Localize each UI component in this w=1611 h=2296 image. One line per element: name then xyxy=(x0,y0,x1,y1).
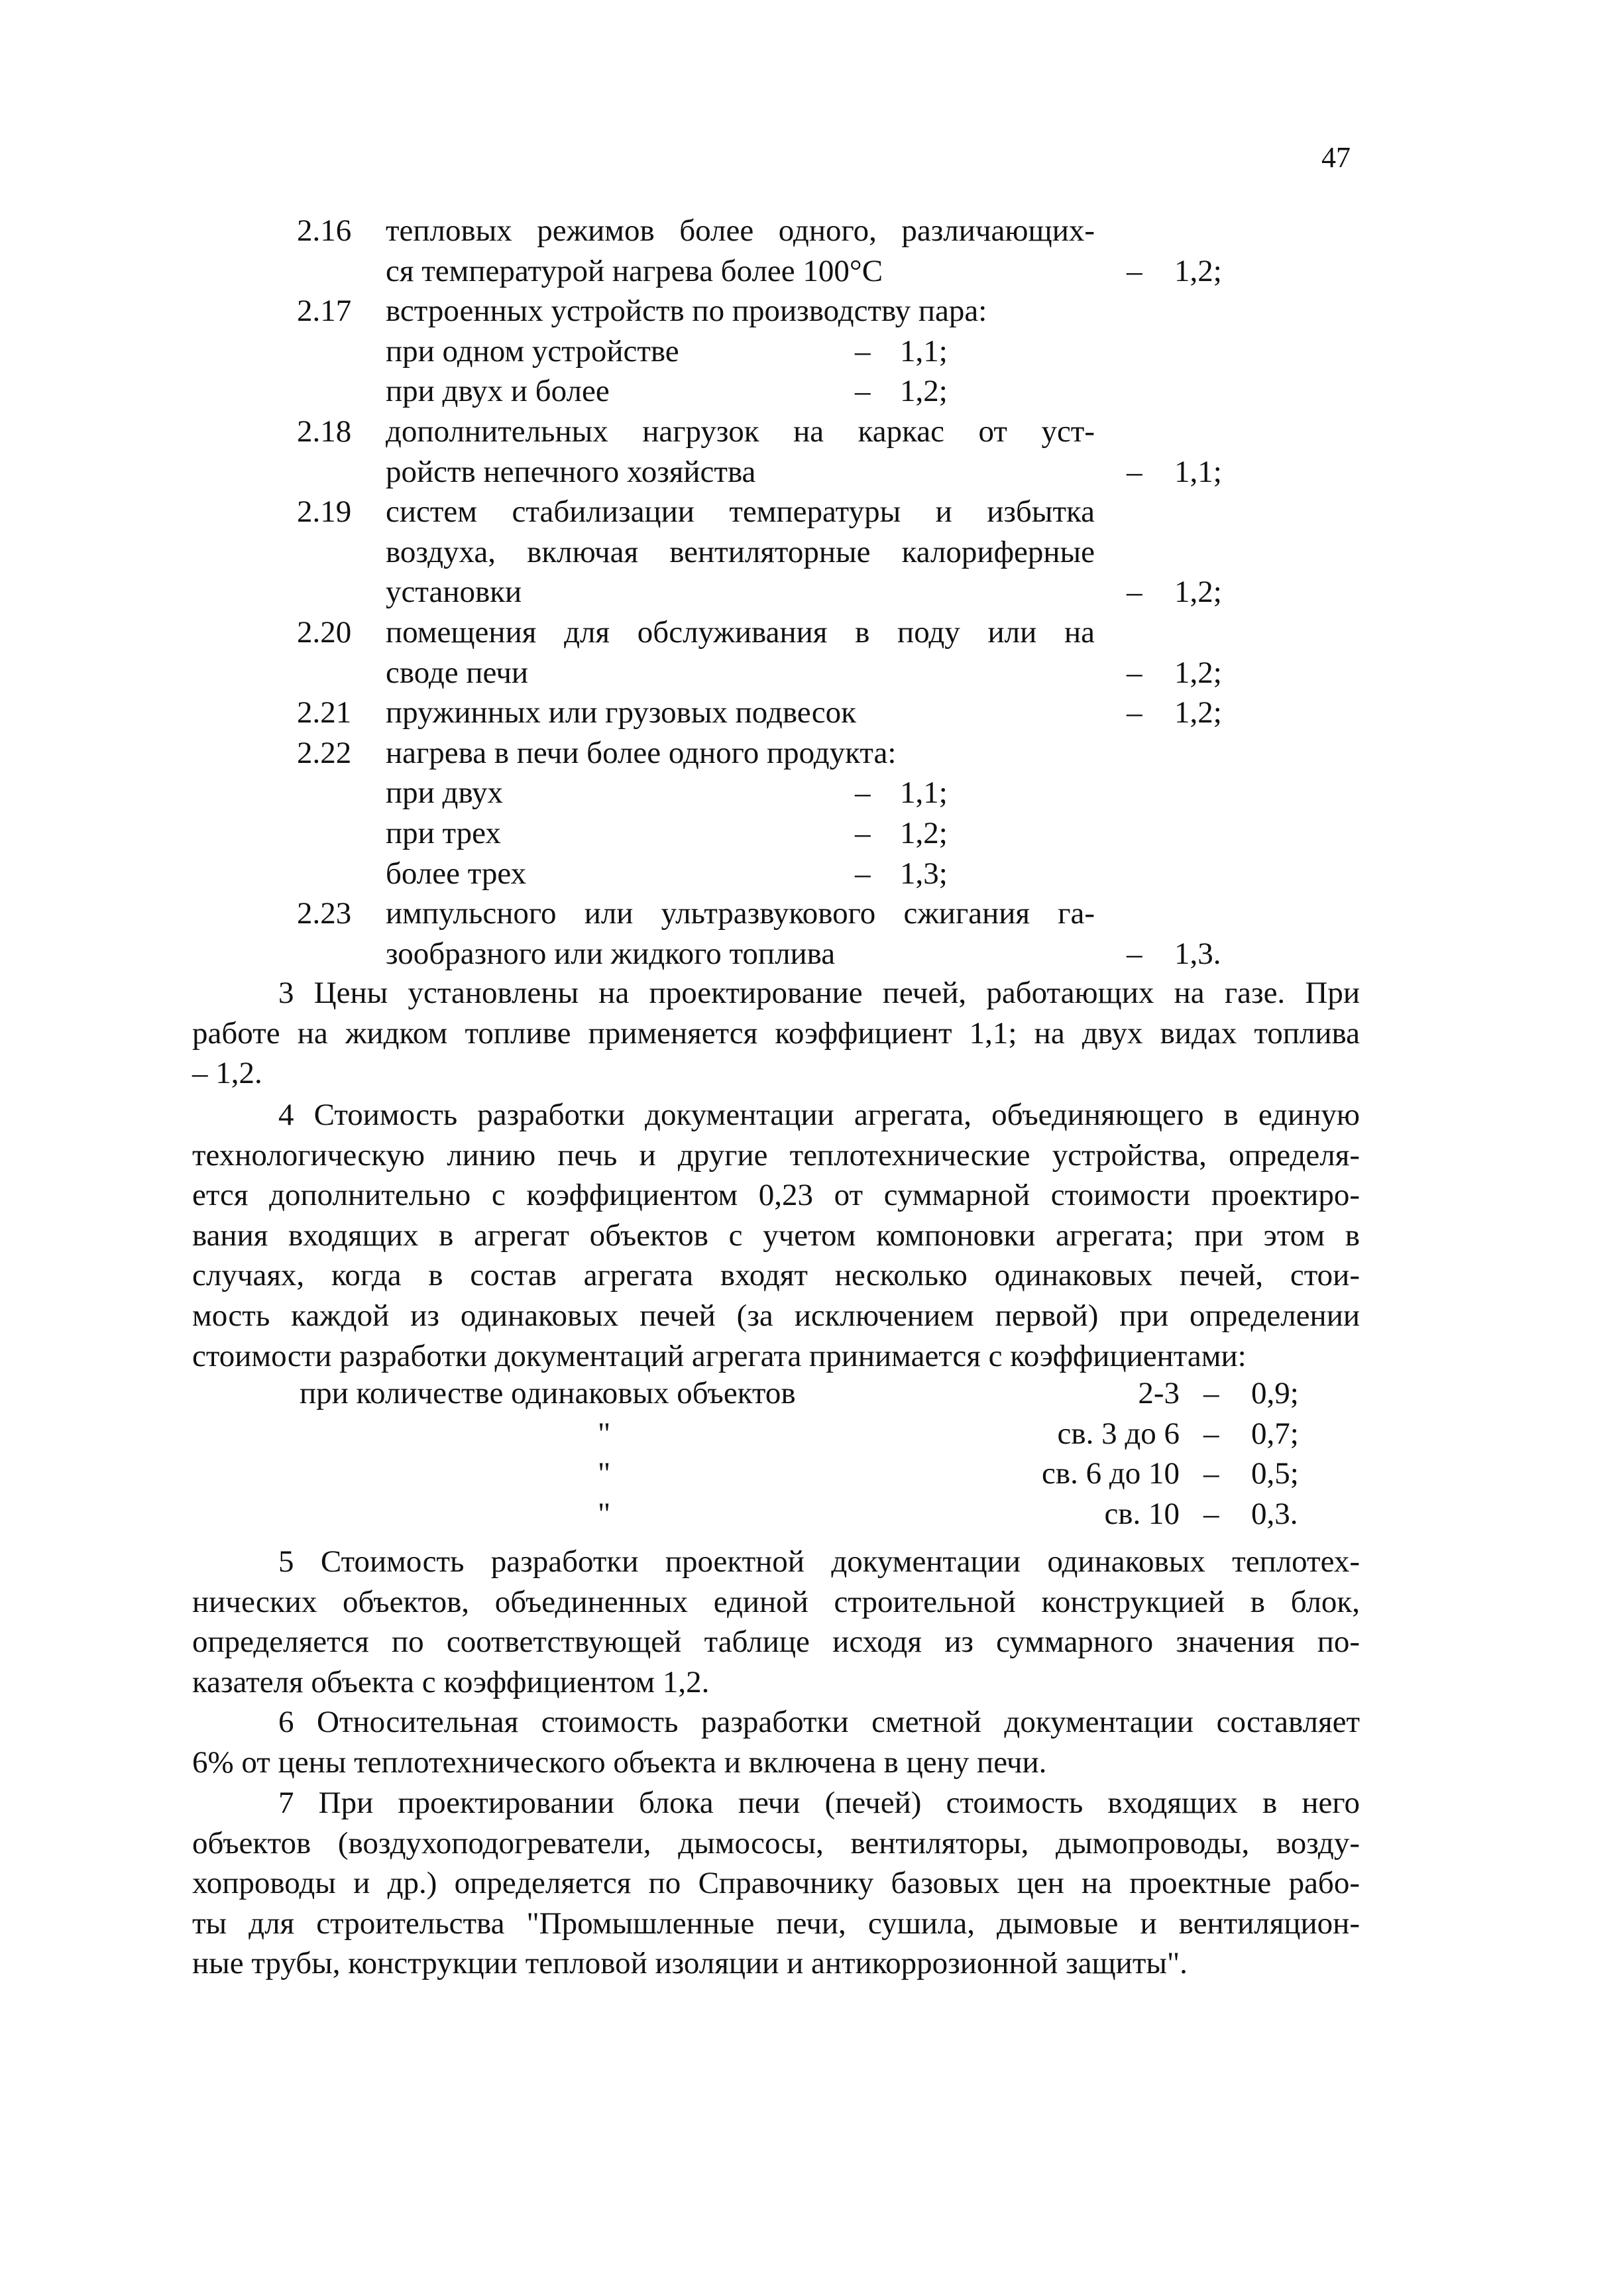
item-number: 2.16 xyxy=(297,213,352,248)
coef-range: св. 6 до 10 xyxy=(1042,1456,1180,1491)
item-text-line: импульсного или ультразвукового сжигания га- xyxy=(386,896,1095,931)
paragraph-line: мость каждой из одинаковых печей (за исключением первой) при определении xyxy=(192,1298,1360,1333)
dash-separator: – xyxy=(855,333,871,369)
paragraph-line: ты для строительства "Промышленные печи, сушила, дымовые и вентиляцион- xyxy=(192,1906,1360,1941)
paragraph-line: нических объектов, объединенных единой строительной конструкцией в блок, xyxy=(192,1584,1360,1619)
item-coefficient: 1,1; xyxy=(1174,454,1222,489)
paragraph-line: 4 Стоимость разработки документации агрегата, объединяющего в единую xyxy=(278,1098,1360,1132)
sub-item-coefficient: 1,1; xyxy=(900,775,948,811)
coef-range: св. 10 xyxy=(1104,1496,1180,1531)
item-text-line: своде печи xyxy=(386,655,529,690)
paragraph-line: казателя объекта с коэффициентом 1,2. xyxy=(192,1664,710,1699)
paragraph-line: случаях, когда в состав агрегата входят несколько одинаковых печей, стои- xyxy=(192,1258,1360,1293)
item-number: 2.17 xyxy=(297,294,352,329)
item-number: 2.20 xyxy=(297,615,352,650)
coef-value: 0,5; xyxy=(1251,1456,1299,1491)
item-text-line: установки xyxy=(386,575,522,610)
paragraph-line: вания входящих в агрегат объектов с учетом компоновки агрегата; при этом в xyxy=(192,1218,1360,1253)
sub-item-label: более трех xyxy=(386,856,527,891)
ditto-mark: " xyxy=(598,1496,611,1531)
paragraph-line: 6% от цены теплотехнического объекта и включена в цену печи. xyxy=(192,1745,1047,1780)
coef-value: 0,3. xyxy=(1251,1496,1298,1531)
sub-item-label: при трех xyxy=(386,816,501,850)
dash-separator: – xyxy=(855,816,871,850)
paragraph-line: 6 Относительная стоимость разработки сметной документации составляет xyxy=(278,1705,1360,1739)
paragraph-line: технологическую линию печь и другие теплотехнические устройства, определя- xyxy=(192,1137,1360,1173)
dash-separator: – xyxy=(1127,253,1142,288)
item-coefficient: 1,2; xyxy=(1174,655,1222,690)
item-text-line: дополнительных нагрузок на каркас от уст- xyxy=(386,414,1095,449)
paragraph-line: объектов (воздухоподогреватели, дымососы, вентиляторы, дымопроводы, возду- xyxy=(192,1825,1360,1861)
coef-value: 0,7; xyxy=(1251,1416,1299,1451)
item-text-line: систем стабилизации температуры и избытка xyxy=(386,494,1095,530)
coef-value: 0,9; xyxy=(1251,1376,1299,1410)
paragraph-line: хопроводы и др.) определяется по Справочнику базовых цен на проектные рабо- xyxy=(192,1866,1360,1901)
item-number: 2.19 xyxy=(297,494,352,530)
item-number: 2.22 xyxy=(297,735,352,770)
item-coefficient: 1,3. xyxy=(1174,936,1221,971)
sub-item-label: при двух xyxy=(386,775,504,811)
dash-separator: – xyxy=(855,775,871,811)
item-text-line: зообразного или жидкого топлива xyxy=(386,936,836,971)
ditto-mark: " xyxy=(598,1456,611,1491)
sub-item-coefficient: 1,3; xyxy=(900,856,948,891)
sub-item-label: при одном устройстве xyxy=(386,333,679,369)
sub-item-coefficient: 1,1; xyxy=(900,333,948,369)
dash-separator: – xyxy=(855,374,871,409)
dash-separator: – xyxy=(1127,655,1142,690)
item-coefficient: 1,2; xyxy=(1174,253,1222,288)
sub-item-coefficient: 1,2; xyxy=(900,374,948,409)
item-text-line: тепловых режимов более одного, различающих- xyxy=(386,213,1095,248)
paragraph-line: 7 При проектировании блока печи (печей) стоимость входящих в него xyxy=(278,1786,1360,1820)
item-text-line: встроенных устройств по производству пара: xyxy=(386,294,987,329)
dash-separator: – xyxy=(1203,1496,1219,1531)
ditto-mark: " xyxy=(598,1416,611,1451)
dash-separator: – xyxy=(1203,1416,1219,1451)
dash-separator: – xyxy=(1203,1456,1219,1491)
paragraph-line: стоимости разработки документаций агрегата принимается с коэффициентами: xyxy=(192,1338,1247,1373)
coef-range: св. 3 до 6 xyxy=(1057,1416,1180,1451)
paragraph-line: определяется по соответствующей таблице исходя из суммарного значения по- xyxy=(192,1625,1360,1660)
sub-item-label: при двух и более xyxy=(386,374,610,409)
item-text-line: помещения для обслуживания в поду или на xyxy=(386,615,1095,650)
dash-separator: – xyxy=(1203,1376,1219,1410)
dash-separator: – xyxy=(1127,575,1142,610)
paragraph-line: 3 Цены установлены на проектирование печей, работающих на газе. При xyxy=(278,976,1360,1010)
sub-item-coefficient: 1,2; xyxy=(900,816,948,850)
coef-range: 2-3 xyxy=(1138,1376,1180,1410)
item-text-line: воздуха, включая вентиляторные калориферные xyxy=(386,534,1095,569)
paragraph-line: – 1,2. xyxy=(192,1056,262,1091)
paragraph-line: работе на жидком топливе применяется коэффициент 1,1; на двух видах топлива xyxy=(192,1015,1360,1051)
dash-separator: – xyxy=(1127,454,1142,489)
dash-separator: – xyxy=(1127,936,1142,971)
coef-table-label: при количестве одинаковых объектов xyxy=(300,1376,796,1410)
item-text-line: ся температурой нагрева более 100°C xyxy=(386,253,883,288)
item-number: 2.23 xyxy=(297,896,352,931)
item-number: 2.21 xyxy=(297,695,352,730)
item-text-line: нагрева в печи более одного продукта: xyxy=(386,735,897,770)
item-coefficient: 1,2; xyxy=(1174,695,1222,730)
paragraph-line: ется дополнительно с коэффициентом 0,23 от суммарной стоимости проектиро- xyxy=(192,1178,1360,1213)
dash-separator: – xyxy=(855,856,871,891)
dash-separator: – xyxy=(1127,695,1142,730)
item-number: 2.18 xyxy=(297,414,352,449)
item-text-line: ройств непечного хозяйства xyxy=(386,454,756,489)
item-text-line: пружинных или грузовых подвесок xyxy=(386,695,857,730)
paragraph-line: ные трубы, конструкции тепловой изоляции и антикоррозионной защиты". xyxy=(192,1946,1188,1981)
item-coefficient: 1,2; xyxy=(1174,575,1222,610)
page-number: 47 xyxy=(1321,141,1351,174)
paragraph-line: 5 Стоимость разработки проектной документации одинаковых теплотех- xyxy=(278,1544,1360,1579)
